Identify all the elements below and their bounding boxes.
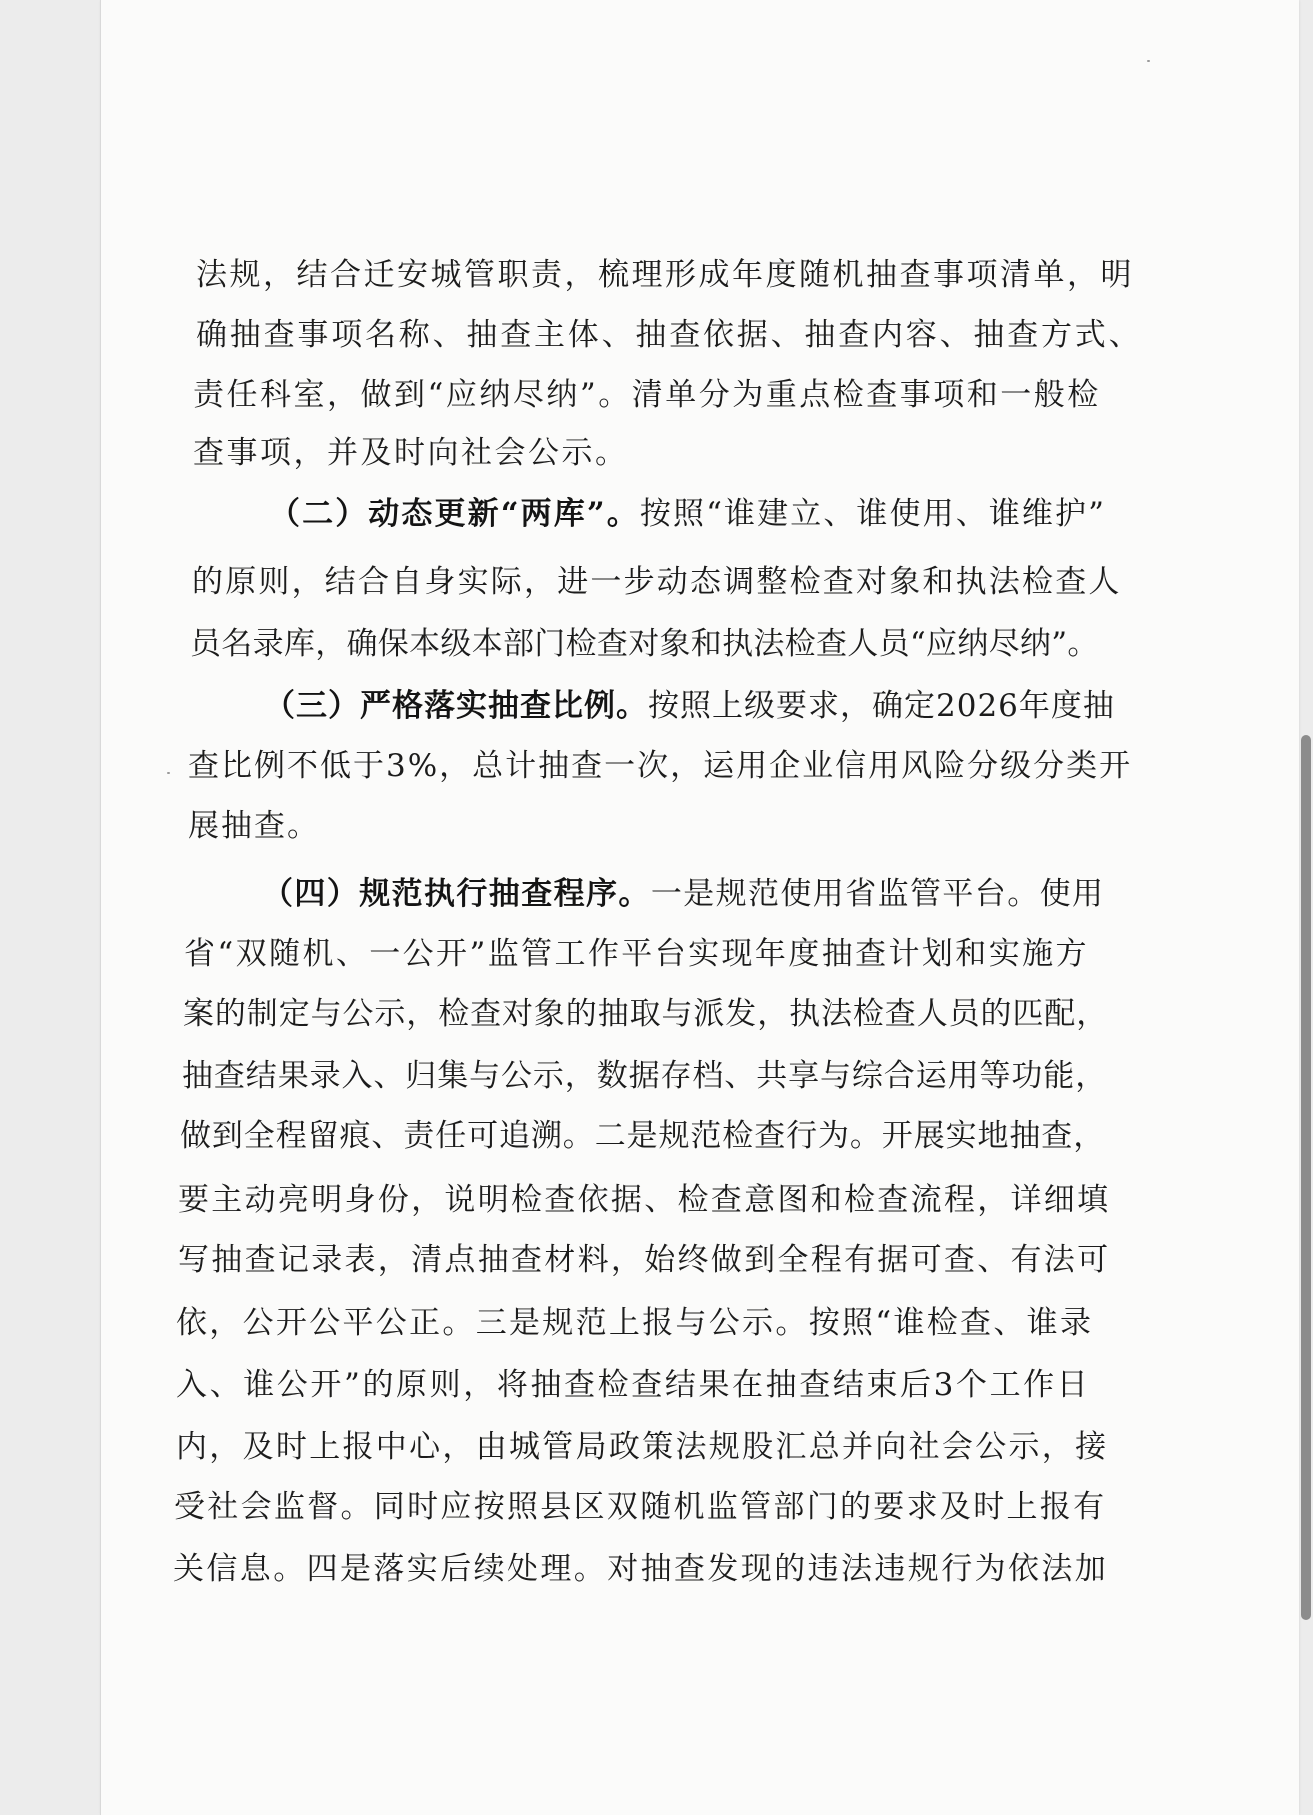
body-line: 案的制定与公示，检查对象的抽取与派发，执法检查人员的匹配， (183, 996, 1109, 1032)
body-line: 法规，结合迁安城管职责，梳理形成年度随机抽查事项清单，明 (196, 257, 1134, 293)
body-line: 写抽查记录表，清点抽查材料，始终做到全程有据可查、有法可 (178, 1242, 1111, 1278)
body-line: 关信息。四是落实后续处理。对抽查发现的违法违规行为依法加 (173, 1551, 1109, 1587)
section-heading-4 (262, 874, 1104, 914)
body-line: 查比例不低于3%，总计抽查一次，运用企业信用风险分级分类开 (188, 748, 1133, 784)
body-line: 要主动亮明身份，说明检查依据、检查意图和检查流程，详细填 (178, 1182, 1111, 1218)
body-line: 展抽查。 (188, 808, 320, 844)
section-heading-label: （四）规范执行抽查程序。 (262, 876, 651, 912)
section-heading-text: 按照“谁建立、谁使用、谁维护” (639, 496, 1107, 532)
body-line: 员名录库，确保本级本部门检查对象和执法检查人员“应纳尽纳”。 (190, 626, 1099, 662)
scrollbar[interactable] (1301, 735, 1311, 1620)
section-heading-label: （三）严格落实抽查比例。 (264, 688, 648, 724)
body-line: 确抽查事项名称、抽查主体、抽查依据、抽查内容、抽查方式、 (196, 317, 1143, 353)
scan-speck (1147, 60, 1150, 62)
body-line: 入、谁公开”的原则，将抽查检查结果在抽查结束后3个工作日 (176, 1367, 1091, 1403)
page-edge (100, 0, 101, 1815)
section-heading-2 (269, 494, 1106, 534)
body-line: 内，及时上报中心，由城管局政策法规股汇总并向社会公示，接 (176, 1429, 1109, 1465)
body-line: 查事项，并及时向社会公示。 (193, 435, 629, 471)
section-heading-3 (264, 686, 1115, 726)
body-line: 抽查结果录入、归集与公示，数据存档、共享与综合运用等功能， (182, 1058, 1108, 1094)
body-line: 做到全程留痕、责任可追溯。二是规范检查行为。开展实地抽查， (180, 1118, 1106, 1154)
section-heading-text: 按照上级要求，确定2026年度抽 (648, 688, 1115, 724)
body-line: 责任科室，做到“应纳尽纳”。清单分为重点检查事项和一般检 (193, 377, 1101, 413)
body-line: 依，公开公平公正。三是规范上报与公示。按照“谁检查、谁录 (176, 1305, 1094, 1341)
section-heading-label: （二）动态更新“两库”。 (269, 496, 640, 532)
body-line: 的原则，结合自身实际，进一步动态调整检查对象和执法检查人 (192, 564, 1122, 600)
section-heading-text: 一是规范使用省监管平台。使用 (650, 876, 1105, 912)
scan-speck (167, 772, 170, 774)
body-line: 省“双随机、一公开”监管工作平台实现年度抽查计划和实施方 (184, 936, 1089, 972)
body-line: 受社会监督。同时应按照县区双随机监管部门的要求及时上报有 (174, 1489, 1107, 1525)
